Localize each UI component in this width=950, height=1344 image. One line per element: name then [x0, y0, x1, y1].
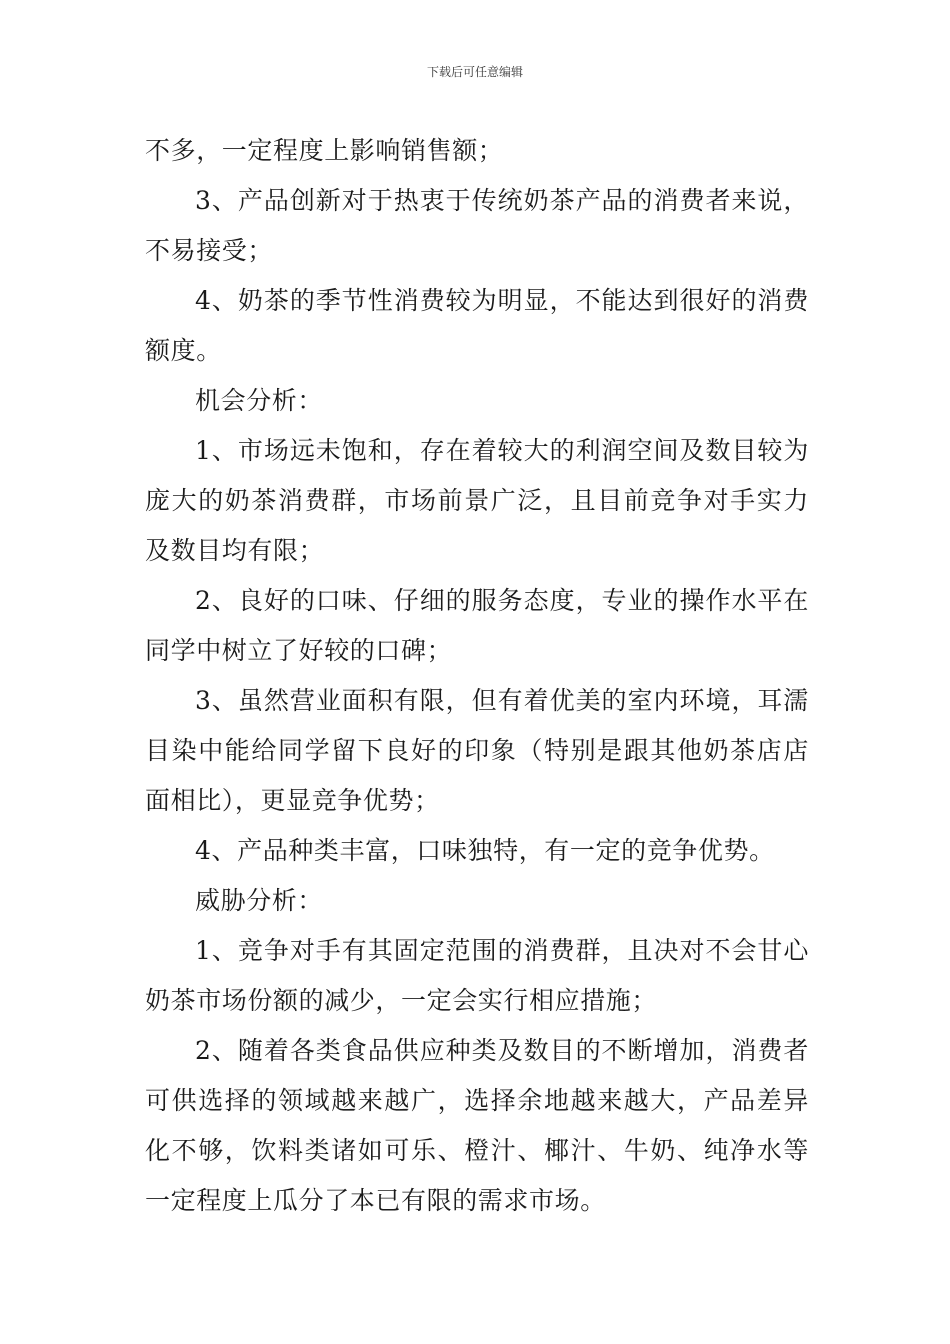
paragraph-weakness-3: 3、产品创新对于热衷于传统奶茶产品的消费者来说，不易接受；	[145, 186, 809, 265]
paragraph-threat-2: 2、随着各类食品供应种类及数目的不断增加，消费者可供选择的领域越来越广，选择余地越来越大，产品差异化不够，饮料类诸如可乐、橙汁、椰汁、牛奶、纯净水等一定程度上瓜分了本已有限的需求市场。	[145, 1036, 809, 1215]
paragraph-opportunity-1: 1、市场远未饱和，存在着较大的利润空间及数目较为庞大的奶茶消费群，市场前景广泛，且目前竞争对手实力及数目均有限；	[145, 436, 809, 565]
page-header-note: 下载后可任意编辑	[426, 65, 523, 79]
paragraph-opportunity-4: 4、产品种类丰富，口味独特，有一定的竞争优势。	[195, 836, 775, 865]
paragraph-threat-1: 1、竞争对手有其固定范围的消费群，且决对不会甘心奶茶市场份额的减少，一定会实行相应措施；	[145, 936, 809, 1015]
paragraph-weakness-4: 4、奶茶的季节性消费较为明显，不能达到很好的消费额度。	[145, 286, 809, 365]
paragraph-opportunity-2: 2、良好的口味、仔细的服务态度，专业的操作水平在同学中树立了好较的口碑；	[145, 586, 809, 665]
paragraph-opportunity-3: 3、虽然营业面积有限，但有着优美的室内环境，耳濡目染中能给同学留下良好的印象（特别是跟其他奶茶店店面相比），更显竞争优势；	[145, 686, 809, 815]
document-body	[145, 126, 809, 1226]
paragraph-continuation: 不多，一定程度上影响销售额；	[145, 136, 504, 165]
section-heading-opportunity: 机会分析：	[195, 386, 324, 415]
section-heading-threat: 威胁分析：	[195, 886, 324, 915]
